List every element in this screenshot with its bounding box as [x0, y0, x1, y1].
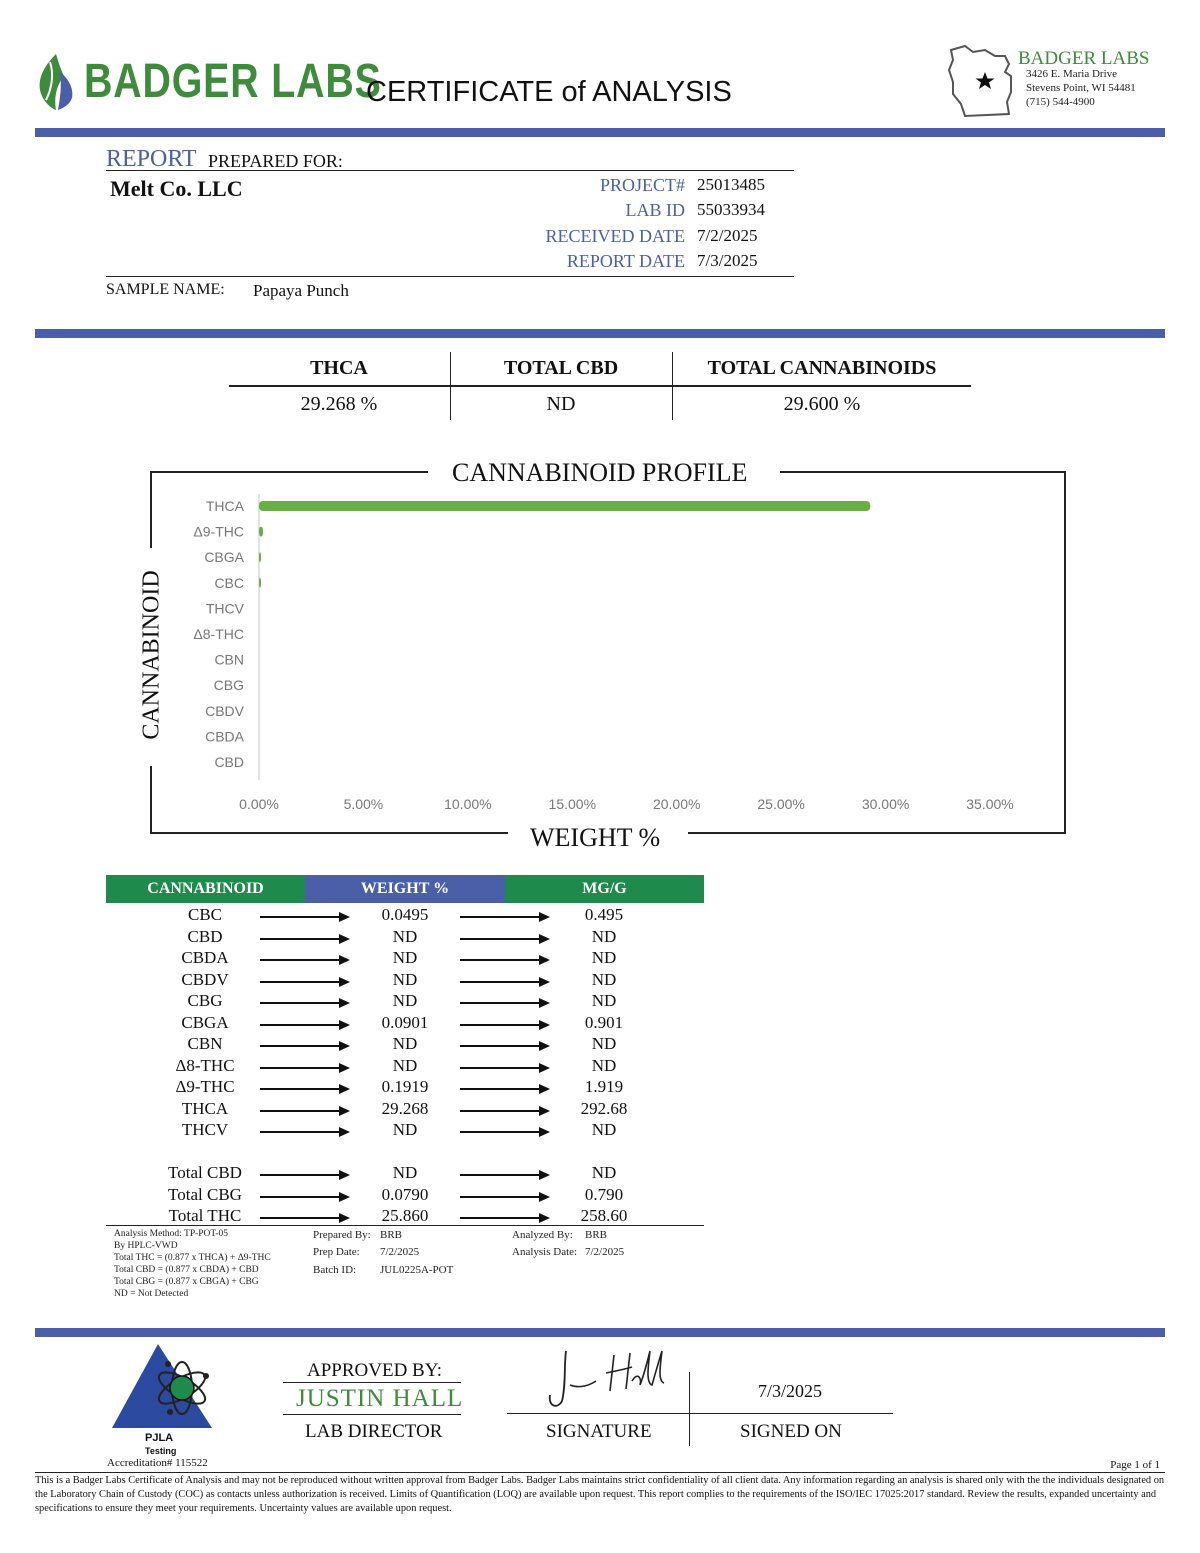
signature-label: SIGNATURE — [546, 1421, 652, 1442]
row-arrow-icon — [460, 1088, 548, 1090]
row-weight-value: 0.0790 — [381, 1184, 429, 1204]
chart-x-tick-label: 30.00% — [861, 796, 910, 812]
summary-thca-label: THCA — [310, 357, 368, 379]
row-arrow-icon — [260, 959, 348, 961]
row-weight-value: ND — [392, 991, 418, 1010]
signed-on-label: SIGNED ON — [740, 1421, 842, 1442]
chart-category-label: CBN — [214, 651, 244, 668]
summary-total-cannabinoids-label: TOTAL CANNABINOIDS — [707, 357, 937, 379]
project-number-label: PROJECT# — [599, 175, 685, 195]
lab-id-label: LAB ID — [625, 200, 685, 220]
row-arrow-icon — [260, 1174, 348, 1176]
row-arrow-icon — [460, 981, 548, 983]
chart-x-tick-label: 15.00% — [548, 796, 597, 812]
chart-x-tick-label: 35.00% — [966, 796, 1014, 812]
chart-bar — [259, 527, 263, 537]
wisconsin-map-icon — [945, 42, 1019, 120]
row-cannabinoid-name: THCA — [181, 1098, 229, 1118]
analyzed-by-value: BRB — [585, 1229, 608, 1241]
row-arrow-icon — [260, 1196, 348, 1198]
chart-bar — [259, 578, 261, 588]
received-date-value: 7/2/2025 — [697, 226, 758, 245]
row-weight-value: 25.860 — [381, 1206, 429, 1225]
table-header-weight: WEIGHT % — [305, 875, 505, 903]
row-arrow-icon — [460, 1110, 548, 1112]
report-date-label: REPORT DATE — [566, 251, 685, 271]
row-cannabinoid-name: CBGA — [181, 1012, 229, 1032]
row-weight-value: ND — [392, 948, 418, 967]
row-cannabinoid-name: Total CBG — [168, 1184, 242, 1204]
row-mg-per-g-value: 0.901 — [584, 1012, 624, 1032]
batch-id-value: JUL0225A-POT — [380, 1264, 454, 1276]
approved-by-rule — [283, 1382, 461, 1383]
row-mg-per-g-value: ND — [591, 969, 617, 989]
signature-divider — [689, 1372, 690, 1446]
summary-total-cbd-value: ND — [546, 393, 576, 415]
chart-x-tick-label: 25.00% — [757, 796, 805, 812]
row-mg-per-g-value: ND — [591, 948, 617, 967]
chart-category-label: CBC — [214, 574, 244, 591]
row-mg-per-g-value: 292.68 — [580, 1098, 628, 1118]
row-cannabinoid-name: CBC — [187, 905, 223, 924]
chart-category-label: CBD — [214, 754, 244, 770]
prep-date-value: 7/2/2025 — [380, 1246, 420, 1258]
row-weight-value: ND — [392, 1163, 418, 1182]
section-divider-bar — [35, 329, 1165, 338]
row-arrow-icon — [260, 916, 348, 918]
chart-x-tick-label: 20.00% — [652, 796, 701, 812]
disclaimer-text: This is a Badger Labs Certificate of Analysis and may not be reproduced without written approval from Badger Labs. Badger Labs maintains strict confidentiality of all client data. Any information regarding an analysis is shared only with the the individuals designated on the Laboratory Chain of Custody (COC) as contacts unless authorization is received. Limits of Quantification (LOQ) are available upon request. This report complies to the requirements of the ISO/IEC 17025:2017 standard. Review the results, expanded uncertainty and specifications to ensure they meet your requirements. Uncertainty values are available upon request. — [35, 1475, 1165, 1514]
row-weight-value: 29.268 — [381, 1098, 429, 1118]
row-cannabinoid-name: Δ8-THC — [175, 1055, 235, 1075]
handwritten-signature-icon — [540, 1345, 680, 1415]
row-arrow-icon — [260, 1067, 348, 1069]
row-arrow-icon — [460, 1217, 548, 1219]
summary-total-cannabinoids-value: 29.600 % — [783, 393, 861, 415]
row-weight-value: 0.0495 — [381, 905, 429, 924]
approver-role: LAB DIRECTOR — [305, 1421, 443, 1442]
row-arrow-icon — [260, 1131, 348, 1133]
cannabinoid-profile-chart — [160, 490, 1050, 825]
row-mg-per-g-value: ND — [591, 1120, 617, 1139]
header-divider-bar — [35, 128, 1165, 137]
pjla-testing-label: Testing — [145, 1446, 177, 1456]
analysis-date-label: Analysis Date: — [512, 1246, 578, 1258]
row-arrow-icon — [260, 1110, 348, 1112]
row-arrow-icon — [460, 1067, 548, 1069]
row-arrow-icon — [460, 916, 548, 918]
address-company-name: BADGER LABS — [1018, 48, 1150, 69]
lab-id-value: 55033934 — [697, 200, 765, 219]
method-note-line: Analysis Method: TP-POT-05 — [114, 1229, 229, 1239]
pjla-label: PJLA — [145, 1432, 174, 1444]
method-note-line: Total CBD = (0.877 x CBDA) + CBD — [114, 1265, 259, 1275]
table-header-cannabinoid: CANNABINOID — [106, 875, 305, 903]
report-label: REPORT — [106, 146, 197, 172]
chart-category-label: THCA — [205, 498, 244, 514]
chart-category-label: CBGA — [204, 549, 244, 566]
chart-y-axis-label: CANNABINOID — [138, 570, 165, 740]
method-note-line: Total CBG = (0.877 x CBGA) + CBG — [114, 1277, 259, 1287]
row-cannabinoid-name: Total CBD — [168, 1163, 242, 1182]
table-header-mg-per-g: MG/G — [505, 875, 704, 903]
row-cannabinoid-name: CBDV — [181, 969, 229, 989]
summary-rule — [229, 385, 971, 387]
accreditation-number: Accreditation# 115522 — [107, 1457, 208, 1469]
row-arrow-icon — [260, 1217, 348, 1219]
row-weight-value: ND — [392, 1034, 418, 1053]
received-date-label: RECEIVED DATE — [545, 226, 685, 246]
chart-x-tick-label: 0.00% — [239, 796, 279, 812]
chart-category-label: CBDV — [205, 702, 244, 719]
row-arrow-icon — [460, 1196, 548, 1198]
row-mg-per-g-value: ND — [591, 1034, 617, 1053]
prep-date-label: Prep Date: — [313, 1246, 360, 1258]
row-cannabinoid-name: CBN — [187, 1034, 223, 1053]
row-mg-per-g-value: 1.919 — [584, 1077, 624, 1096]
address-phone: (715) 544-4900 — [1026, 96, 1095, 108]
row-arrow-icon — [460, 1024, 548, 1026]
summary-thca-value: 29.268 % — [300, 393, 378, 415]
row-cannabinoid-name: THCV — [181, 1120, 229, 1139]
row-weight-value: ND — [392, 1055, 418, 1075]
row-cannabinoid-name: Total THC — [168, 1206, 242, 1225]
row-arrow-icon — [260, 1088, 348, 1090]
row-arrow-icon — [460, 1002, 548, 1004]
chart-category-label: CBG — [213, 677, 244, 694]
analyzed-by-label: Analyzed By: — [512, 1229, 573, 1241]
row-mg-per-g-value: 0.790 — [584, 1184, 624, 1204]
sample-name-label: SAMPLE NAME: — [106, 281, 225, 298]
prepared-by-value: BRB — [380, 1229, 403, 1241]
prepared-for-label: PREPARED FOR: — [208, 151, 343, 171]
chart-category-label: Δ9-THC — [193, 523, 244, 540]
row-arrow-icon — [460, 959, 548, 961]
page-number: Page 1 of 1 — [1110, 1459, 1160, 1471]
row-weight-value: 0.1919 — [381, 1077, 429, 1096]
method-note-line: ND = Not Detected — [114, 1289, 189, 1299]
client-name: Melt Co. LLC — [110, 176, 243, 201]
chart-title: CANNABINOID PROFILE — [452, 458, 748, 487]
row-cannabinoid-name: CBG — [187, 991, 223, 1010]
table-bottom-rule — [106, 1225, 704, 1226]
row-arrow-icon — [460, 1174, 548, 1176]
chart-bar — [259, 552, 261, 562]
chart-bar — [259, 501, 870, 511]
summary-total-cbd-label: TOTAL CBD — [503, 357, 619, 379]
row-mg-per-g-value: ND — [591, 926, 617, 946]
row-weight-value: 0.0901 — [381, 1012, 429, 1032]
row-cannabinoid-name: CBDA — [181, 948, 229, 967]
disclaimer-rule — [35, 1472, 1165, 1473]
badger-leaf-logo-icon — [34, 52, 78, 112]
address-street: 3426 E. Maria Drive — [1026, 68, 1118, 80]
chart-category-label: Δ8-THC — [193, 626, 244, 642]
document-title: CERTIFICATE of ANALYSIS — [366, 76, 732, 108]
row-arrow-icon — [260, 1045, 348, 1047]
prepared-by-label: Prepared By: — [313, 1229, 371, 1241]
report-date-value: 7/3/2025 — [697, 251, 758, 270]
report-rule-top — [106, 170, 794, 171]
pjla-accreditation-logo-icon — [108, 1340, 220, 1432]
chart-category-label: CBDA — [205, 728, 244, 745]
row-mg-per-g-value: ND — [591, 991, 617, 1010]
row-arrow-icon — [260, 1024, 348, 1026]
row-weight-value: ND — [392, 969, 418, 989]
report-rule-bottom — [106, 276, 794, 277]
method-note-line: By HPLC-VWD — [114, 1241, 178, 1251]
chart-x-tick-label: 5.00% — [343, 796, 384, 812]
chart-x-axis-label: WEIGHT % — [530, 823, 661, 852]
row-mg-per-g-value: ND — [591, 1163, 617, 1182]
project-number-value: 25013485 — [697, 175, 765, 194]
analysis-date-value: 7/2/2025 — [585, 1246, 625, 1258]
chart-category-label: THCV — [205, 600, 244, 617]
row-arrow-icon — [460, 1131, 548, 1133]
row-arrow-icon — [260, 938, 348, 940]
row-weight-value: ND — [392, 1120, 418, 1139]
row-cannabinoid-name: Δ9-THC — [175, 1077, 235, 1096]
signed-on-date: 7/3/2025 — [758, 1381, 823, 1401]
row-mg-per-g-value: 258.60 — [580, 1206, 628, 1225]
row-mg-per-g-value: 0.495 — [584, 905, 624, 924]
footer-divider-bar — [35, 1328, 1165, 1337]
signature-rule — [507, 1413, 893, 1414]
row-arrow-icon — [460, 938, 548, 940]
row-weight-value: ND — [392, 926, 418, 946]
row-mg-per-g-value: ND — [591, 1055, 617, 1075]
method-note-line: Total THC = (0.877 x THCA) + Δ9-THC — [114, 1253, 271, 1263]
row-cannabinoid-name: CBD — [187, 926, 223, 946]
approver-name: JUSTIN HALL — [296, 1385, 464, 1412]
row-arrow-icon — [260, 981, 348, 983]
batch-id-label: Batch ID: — [313, 1264, 357, 1276]
chart-x-tick-label: 10.00% — [444, 796, 492, 812]
brand-logo-text: BADGER LABS — [84, 55, 382, 108]
approved-by-label: APPROVED BY: — [307, 1360, 442, 1381]
address-city: Stevens Point, WI 54481 — [1026, 82, 1136, 94]
row-arrow-icon — [260, 1002, 348, 1004]
approver-rule — [283, 1414, 461, 1415]
row-arrow-icon — [460, 1045, 548, 1047]
sample-name-value: Papaya Punch — [253, 281, 349, 300]
